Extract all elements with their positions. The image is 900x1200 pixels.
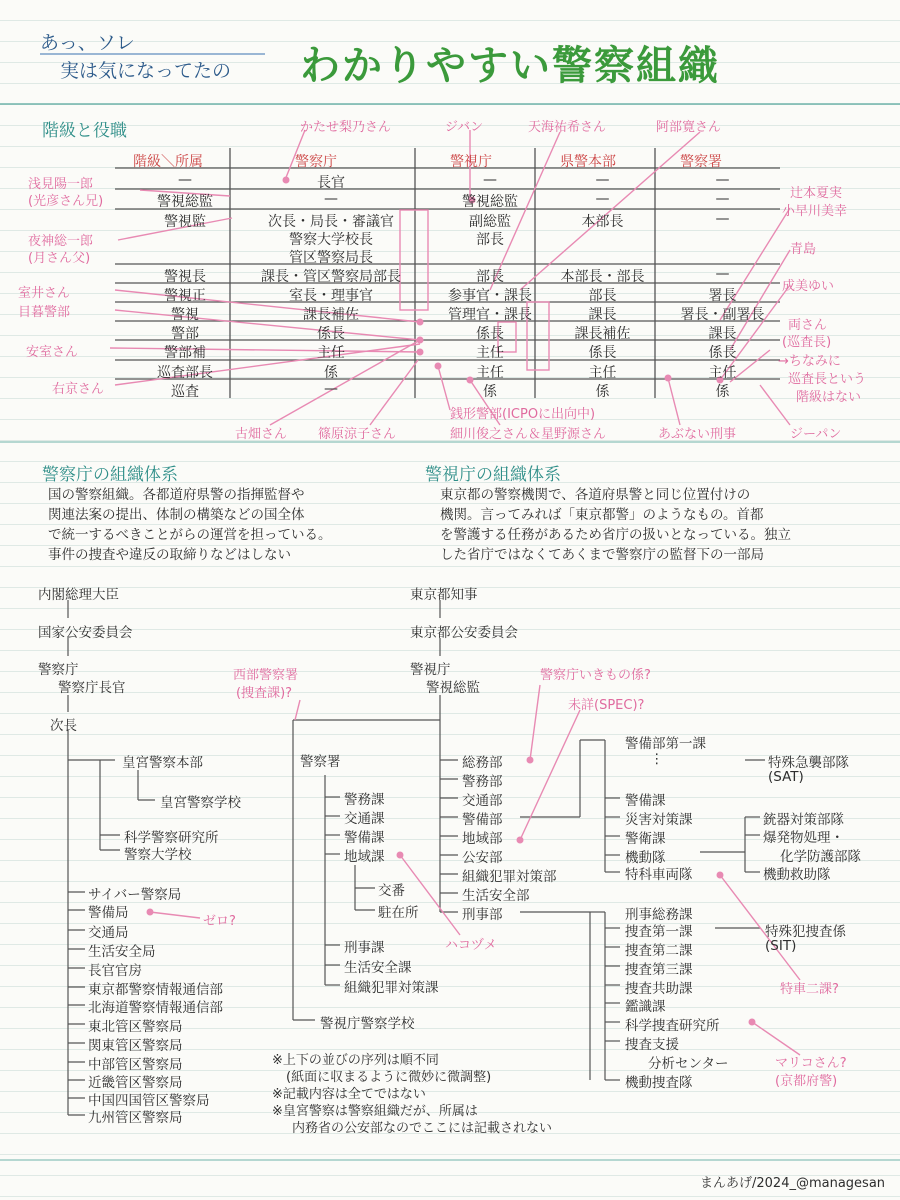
table-cell: 係長 — [317, 326, 345, 342]
org-node: 爆発物処理・ — [763, 830, 844, 846]
org-node: 警備課 — [625, 793, 666, 809]
footnotes: ※上下の並びの序列は順不同 (紙面に収まるように微妙に微調整) ※記載内容は全てではない ※皇宮警察は警察組織だが、所属は 内務省の公安部なのでここには記載されない — [272, 1053, 553, 1136]
page-title: わかりやすい警察組織 — [300, 43, 720, 89]
character-label: 阿部寛さん — [656, 120, 722, 135]
table-cell: 管区警察局長 — [289, 250, 373, 266]
character-label: →ちなみに — [778, 354, 841, 369]
org-node: 警務課 — [344, 792, 385, 808]
org-node: 機動捜査隊 — [625, 1075, 693, 1091]
org-node: サイバー警察局 — [88, 887, 182, 903]
org-node: 交通局 — [88, 925, 129, 941]
org-node: 科学捜査研究所 — [625, 1018, 720, 1034]
org-node: 公安部 — [462, 850, 503, 866]
org-node: 捜査共助課 — [625, 981, 693, 997]
character-label: 辻本夏実 — [790, 186, 843, 201]
table-header: 警察署 — [680, 154, 722, 170]
credit: まんあげ/2024_@managesan — [700, 1176, 886, 1191]
table-cell: 参事官・課長 — [448, 288, 532, 304]
table-cell: 主任 — [708, 365, 737, 381]
org-node: 警備局 — [88, 905, 129, 921]
table-cell: 副総監 — [469, 214, 511, 230]
table-header: 警察庁 — [295, 154, 337, 170]
table-cell: 課長 — [588, 307, 617, 323]
org-node: 東京都警察情報通信部 — [88, 982, 223, 998]
table-cell: 警視総監 — [157, 194, 213, 210]
table-cell: 係長 — [708, 345, 737, 361]
org-node: 中国四国管区警察局 — [88, 1093, 210, 1109]
table-cell: — — [483, 172, 497, 188]
org-node: 生活安全部 — [462, 888, 530, 904]
character-label: 室井さん — [18, 286, 71, 301]
table-cell: 係 — [483, 384, 497, 400]
table-cell: 課長補佐 — [303, 307, 359, 323]
table-cell: — — [595, 172, 610, 188]
character-label: (光彦さん兄) — [28, 194, 104, 209]
table-cell: — — [715, 172, 730, 188]
org-node: 捜査第三課 — [625, 962, 693, 978]
table-cell: 長官 — [317, 175, 345, 191]
org-node: 化学防護部隊 — [780, 849, 861, 865]
table-cell: 次長・局長・審議官 — [268, 214, 394, 230]
org-node: ⋮ — [650, 751, 664, 767]
character-label: 安室さん — [26, 345, 79, 360]
character-label: 青島 — [790, 242, 817, 257]
character-label: 細川俊之さん＆星野源さん — [450, 427, 607, 442]
character-label: ジバン — [445, 120, 484, 135]
table-cell: 部長 — [588, 288, 617, 304]
org-node: 鑑識課 — [625, 999, 666, 1015]
table-cell: — — [715, 191, 730, 207]
table-cell: 課長 — [708, 326, 737, 342]
org-node: 警察庁長官 — [58, 680, 126, 696]
character-label: 古畑さん — [235, 427, 288, 442]
pink-note: (京都府警) — [775, 1074, 838, 1089]
character-label: 天海祐希さん — [528, 120, 607, 135]
org-node: 長官官房 — [88, 963, 142, 979]
table-cell: 巡査 — [171, 384, 199, 400]
org-node: 分析センター — [648, 1056, 729, 1072]
org-node: 地域部 — [462, 831, 503, 847]
header-line2: 実は気になってたの — [60, 60, 232, 82]
table-cell: 本部長・部長 — [560, 269, 645, 285]
table-cell: 警視長 — [164, 269, 206, 285]
org-node: 近畿管区警察局 — [88, 1075, 183, 1091]
org-node: 内閣総理大臣 — [38, 587, 119, 603]
character-label: ジーパン — [790, 427, 842, 442]
org-node: 交通課 — [344, 811, 385, 827]
character-label: (月さん父) — [28, 251, 91, 266]
pink-note: マリコさん? — [775, 1056, 847, 1071]
character-label: 浅見陽一郎 — [28, 177, 94, 192]
table-cell: — — [715, 266, 730, 282]
org-node: 捜査第一課 — [625, 924, 693, 940]
table-cell: 室長・理事官 — [289, 288, 373, 304]
table-cell: — — [715, 211, 730, 227]
org-node: 北海道警察情報通信部 — [88, 1000, 223, 1016]
org-node: 中部管区警察局 — [88, 1057, 183, 1073]
org-node: 東京都知事 — [410, 587, 478, 603]
table-cell: — — [324, 191, 338, 207]
table-cell: 管理官・課長 — [448, 307, 532, 323]
table-cell: 課長補佐 — [574, 326, 631, 342]
org-node: 皇宮警察本部 — [122, 755, 203, 771]
org-node: 生活安全局 — [88, 944, 156, 960]
org-node: 災害対策課 — [625, 812, 693, 828]
table-cell: 署長 — [708, 288, 737, 304]
pink-note: 未詳(SPEC)? — [568, 698, 645, 713]
character-label: 成美ゆい — [782, 279, 835, 294]
table-cell: 部長 — [476, 232, 504, 248]
table-cell: 主任 — [588, 365, 617, 381]
org-node: 生活安全課 — [344, 960, 412, 976]
org-node: 警備部第一課 — [625, 736, 706, 752]
table-header: 階級＼所属 — [133, 154, 203, 170]
org-node: (SAT) — [768, 769, 804, 785]
org-node: 警視庁警察学校 — [320, 1016, 415, 1032]
character-label: 両さん — [788, 318, 828, 333]
character-label: 小早川美幸 — [782, 204, 848, 219]
org-node: 交通部 — [462, 793, 503, 809]
table-cell: 係 — [715, 384, 730, 400]
org-node: 警察庁 — [38, 662, 79, 678]
org-node: 次長 — [50, 718, 77, 734]
table-cell: 係長 — [588, 345, 617, 361]
table-cell: — — [324, 381, 338, 397]
table-cell: 主任 — [317, 345, 345, 361]
pink-note: ハコヅメ — [445, 938, 497, 953]
table-cell: 主任 — [476, 345, 504, 361]
table-cell: — — [178, 172, 192, 188]
table-cell: 署長・副署長 — [680, 307, 765, 323]
org-node: 皇宮警察学校 — [160, 795, 241, 811]
table-header: 警視庁 — [450, 154, 492, 170]
table-cell: 部長 — [476, 269, 504, 285]
character-label: 階級はない — [796, 390, 862, 405]
table-cell: 係 — [595, 384, 610, 400]
org-node: 警察大学校 — [124, 847, 192, 863]
table-cell: 本部長 — [581, 214, 624, 230]
org-node: 警備課 — [344, 830, 385, 846]
org-node: 警衛課 — [625, 831, 666, 847]
org-node: 刑事課 — [344, 940, 385, 956]
org-node: 警務部 — [462, 774, 503, 790]
org-node: 総務部 — [462, 755, 503, 771]
org-node: 特殊急襲部隊 — [768, 755, 849, 771]
table-cell: 係 — [324, 365, 338, 381]
pink-note: 特車二課? — [780, 982, 839, 997]
table-cell: 警視総監 — [462, 194, 518, 210]
org-node: 刑事部 — [462, 907, 503, 923]
pink-note: 西部警察署 — [233, 668, 299, 683]
org-node: 捜査支援 — [625, 1037, 679, 1053]
character-label: 篠原涼子さん — [318, 427, 397, 442]
character-label: 右京さん — [52, 382, 105, 397]
pink-note: (捜査課)? — [236, 686, 293, 701]
org-node: 銃器対策部隊 — [763, 812, 844, 828]
table-header: 県警本部 — [560, 154, 616, 170]
org-node: 組織犯罪対策課 — [344, 980, 439, 996]
character-label: 巡査長という — [788, 372, 867, 387]
org-node: 警察署 — [300, 754, 341, 770]
mpd-description: 東京都の警察機関で、各道府県警と同じ位置付けの 機関。言ってみれば「東京都警」のようなもの。首都 を警護する任務があるため省庁の扱いとなっている。独立 した省庁ではなくてあくまで警察庁の監督下の一部局 — [440, 487, 791, 563]
table-cell: 課長・管区警察局部長 — [261, 269, 401, 285]
org-node: 警視庁 — [410, 662, 451, 678]
org-node: 警視総監 — [426, 680, 480, 696]
table-cell: 警視監 — [164, 214, 206, 230]
table-cell: 巡査部長 — [157, 365, 213, 381]
org-node: 警備部 — [462, 812, 503, 828]
org-node: 国家公安委員会 — [38, 625, 133, 641]
org-node: 交番 — [378, 883, 405, 899]
section-npa: 警察庁の組織体系 — [42, 465, 178, 485]
org-node: 特科車両隊 — [625, 867, 693, 883]
org-node: 組織犯罪対策部 — [462, 869, 557, 885]
org-node: 刑事総務課 — [625, 907, 693, 923]
table-cell: 主任 — [476, 365, 504, 381]
org-node: 地域課 — [344, 849, 385, 865]
table-cell: 警視 — [171, 307, 199, 323]
character-label: (巡査長) — [782, 335, 832, 350]
org-node: 関東管区警察局 — [88, 1038, 183, 1054]
character-label: 夜神総一郎 — [28, 234, 94, 249]
table-cell: 警視正 — [164, 288, 206, 304]
character-label: かたせ梨乃さん — [300, 120, 392, 135]
section-rank: 階級と役職 — [42, 121, 127, 141]
table-cell: 警部 — [171, 326, 199, 342]
npa-description: 国の警察組織。各都道府県警の指揮監督や 関連法案の提出、体制の構築などの国全体 で統一するべきことがらの運営を担っている。 事件の捜査や違反の取締りなどはしない — [48, 487, 332, 563]
section-mpd: 警視庁の組織体系 — [425, 465, 561, 485]
org-node: 科学警察研究所 — [124, 830, 219, 846]
pink-note: ゼロ? — [203, 914, 236, 929]
org-node: 九州管区警察局 — [88, 1110, 183, 1126]
org-node: 東京都公安委員会 — [410, 625, 518, 641]
table-cell: 係長 — [476, 326, 504, 342]
table-cell: 警部補 — [164, 345, 206, 361]
org-node: 捜査第二課 — [625, 943, 693, 959]
org-node: 機動隊 — [625, 850, 666, 866]
character-label: 銭形警部(ICPOに出向中) — [450, 407, 596, 422]
org-node: 駐在所 — [378, 905, 419, 921]
org-node: (SIT) — [765, 938, 797, 954]
org-node: 特殊犯捜査係 — [765, 924, 846, 940]
table-cell: — — [595, 191, 610, 207]
character-label: あぶない刑事 — [658, 427, 737, 442]
pink-note: 警察庁いきもの係? — [540, 668, 651, 683]
org-node: 機動救助隊 — [763, 867, 831, 883]
header-line1: あっ、ソレ — [40, 32, 135, 54]
character-label: 目暮警部 — [18, 305, 71, 320]
org-node: 東北管区警察局 — [88, 1019, 183, 1035]
table-cell: 警察大学校長 — [289, 232, 373, 248]
